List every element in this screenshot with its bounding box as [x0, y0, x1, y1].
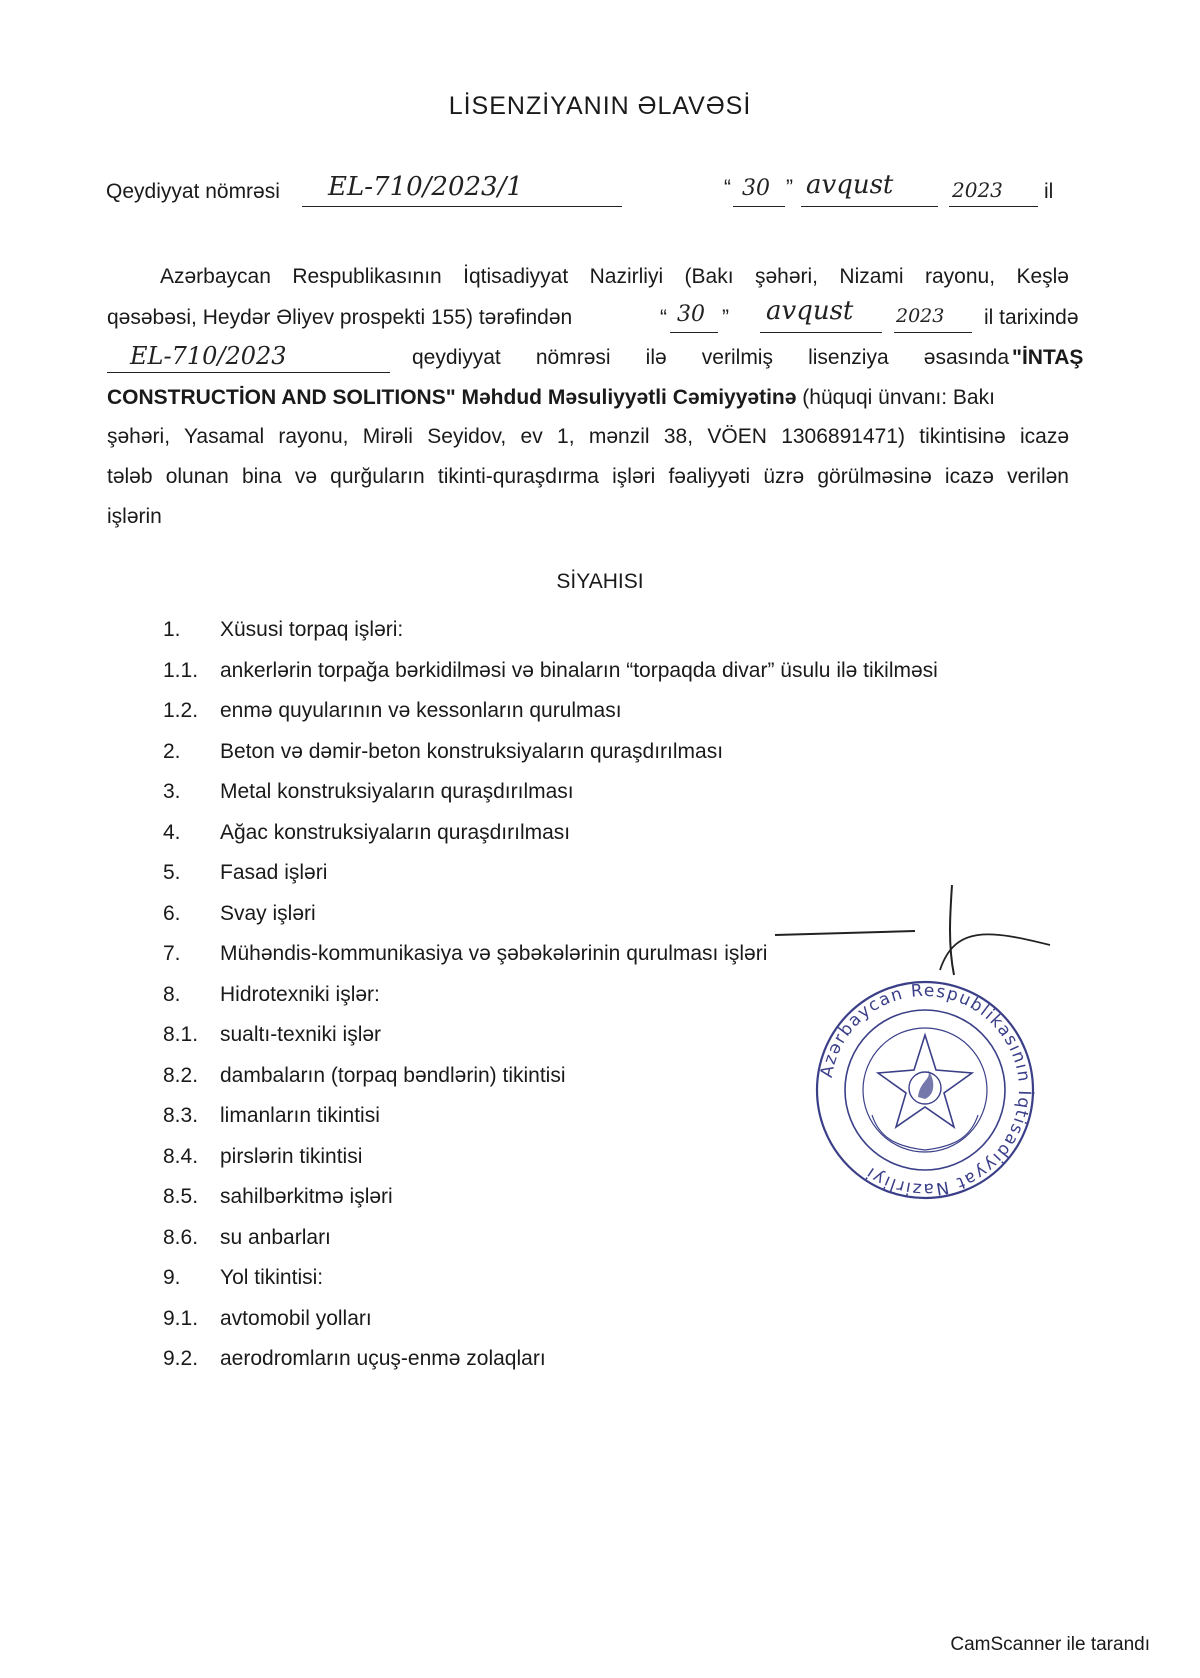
list-item-number: 8.5.: [163, 1185, 199, 1208]
list-item-number: 1.1.: [163, 659, 199, 682]
list-heading: SİYAHISI: [556, 570, 644, 593]
list-item-number: 9.1.: [163, 1307, 199, 1330]
date-open-quote: “: [724, 176, 731, 199]
date-day-underline: [733, 206, 785, 207]
scanner-footer: CamScanner ile tarandı: [950, 1634, 1150, 1655]
list-item-number: 5.: [163, 861, 181, 884]
date-year: 2023: [952, 178, 1003, 202]
list-item-number: 8.6.: [163, 1226, 199, 1249]
list-item-text: Mühəndis-kommunikasiya və şəbəkələrinin qurulması işləri: [220, 942, 768, 965]
paragraph-day: 30: [677, 302, 705, 327]
list-item-number: 9.: [163, 1266, 181, 1289]
date-month-underline: [801, 206, 938, 207]
paragraph-line-2-suffix: il tarixində: [984, 306, 1079, 329]
list-item-number: 7.: [163, 942, 181, 965]
paragraph-line-4-rest: (hüquqi ünvanı: Bakı: [802, 386, 995, 409]
document-title: LİSENZİYANIN ƏLAVƏSİ: [448, 92, 752, 120]
paragraph-line-6: tələb olunan bina və qurğuların tikinti-quraşdırma işləri fəaliyyəti üzrə görülməsinə icazə verilən: [107, 465, 1069, 488]
paragraph-year-underline: [894, 332, 972, 333]
date-day: 30: [742, 176, 770, 201]
paragraph-line-3-text: qeydiyyat nömrəsi ilə verilmiş lisenziya əsasında: [412, 346, 1009, 369]
list-item-text: Beton və dəmir-beton konstruksiyaların quraşdırılması: [220, 740, 724, 763]
company-name-part-2: CONSTRUCTİON AND SOLITIONS" Məhdud Məsuliyyətli Cəmiyyətinə: [107, 386, 797, 409]
list-item-text: limanların tikintisi: [220, 1104, 380, 1127]
paragraph-line-2-quote-close: ”: [722, 306, 729, 329]
list-item-text: Metal konstruksiyaların quraşdırılması: [220, 780, 574, 803]
list-item-text: Xüsusi torpaq işləri:: [220, 618, 404, 641]
paragraph-line-2-prefix: qəsəbəsi, Heydər Əliyev prospekti 155) tərəfindən: [107, 306, 573, 329]
paragraph-month-underline: [760, 332, 882, 333]
paragraph-line-1: Azərbaycan Respublikasının İqtisadiyyat Nazirliyi (Bakı şəhəri, Nizami rayonu, Keşlə: [160, 265, 1069, 288]
list-item-number: 4.: [163, 821, 181, 844]
list-item-text: aerodromların uçuş-enmə zolaqları: [220, 1347, 546, 1370]
list-item-number: 8.1.: [163, 1023, 199, 1046]
list-item-number: 6.: [163, 902, 181, 925]
list-item-text: avtomobil yolları: [220, 1307, 372, 1330]
paragraph-line-7: işlərin: [107, 505, 162, 528]
list-item-number: 1.: [163, 618, 181, 641]
list-item-text: sahilbərkitmə işləri: [220, 1185, 393, 1208]
list-item-text: su anbarları: [220, 1226, 331, 1249]
registration-label: Qeydiyyat nömrəsi: [106, 180, 280, 203]
date-close-quote: ”: [786, 176, 793, 199]
paragraph-number-underline: [107, 372, 390, 373]
paragraph-day-underline: [670, 332, 718, 333]
list-item-text: dambaların (torpaq bəndlərin) tikintisi: [220, 1064, 566, 1087]
list-item-text: pirslərin tikintisi: [220, 1145, 363, 1168]
list-item-text: Yol tikintisi:: [220, 1266, 324, 1289]
list-item-text: sualtı-texniki işlər: [220, 1023, 382, 1046]
date-suffix: il: [1044, 180, 1054, 203]
paragraph-line-5: şəhəri, Yasamal rayonu, Mirəli Seyidov, ev 1, mənzil 38, VÖEN 1306891471) tikintisinə icazə: [107, 425, 1069, 448]
list-item-text: ankerlərin torpağa bərkidilməsi və binaların “torpaqda divar” üsulu ilə tikilməsi: [220, 659, 938, 682]
paragraph-line-4: [107, 386, 1069, 410]
date-year-underline: [949, 206, 1038, 207]
list-item-number: 2.: [163, 740, 181, 763]
list-item-text: Fasad işləri: [220, 861, 328, 884]
company-name-part-1: "İNTAŞ: [1012, 346, 1084, 369]
list-item-text: Svay işləri: [220, 902, 316, 925]
paragraph-number: EL-710/2023: [130, 342, 287, 370]
list-item-number: 8.: [163, 983, 181, 1006]
list-item-text: enmə quyularının və kessonların qurulması: [220, 699, 622, 722]
list-item-number: 8.3.: [163, 1104, 199, 1127]
list-item-number: 1.2.: [163, 699, 199, 722]
official-stamp: [760, 885, 1070, 1210]
paragraph-year: 2023: [896, 305, 945, 327]
registration-number-underline: [302, 206, 622, 207]
list-item-text: Hidrotexniki işlər:: [220, 983, 380, 1006]
list-item-number: 3.: [163, 780, 181, 803]
stamp-text: Azərbaycan Respublikasının İqtisadiyyat Nazirliyi: [816, 980, 1035, 1200]
registration-number: EL-710/2023/1: [328, 172, 523, 202]
list-item-text: Ağac konstruksiyaların quraşdırılması: [220, 821, 571, 844]
paragraph-line-2-quote-open: “: [660, 306, 667, 329]
date-month: avqust: [806, 170, 894, 200]
paragraph-month: avqust: [766, 296, 854, 326]
list-item-number: 8.4.: [163, 1145, 199, 1168]
list-item-number: 9.2.: [163, 1347, 199, 1370]
list-item-number: 8.2.: [163, 1064, 199, 1087]
